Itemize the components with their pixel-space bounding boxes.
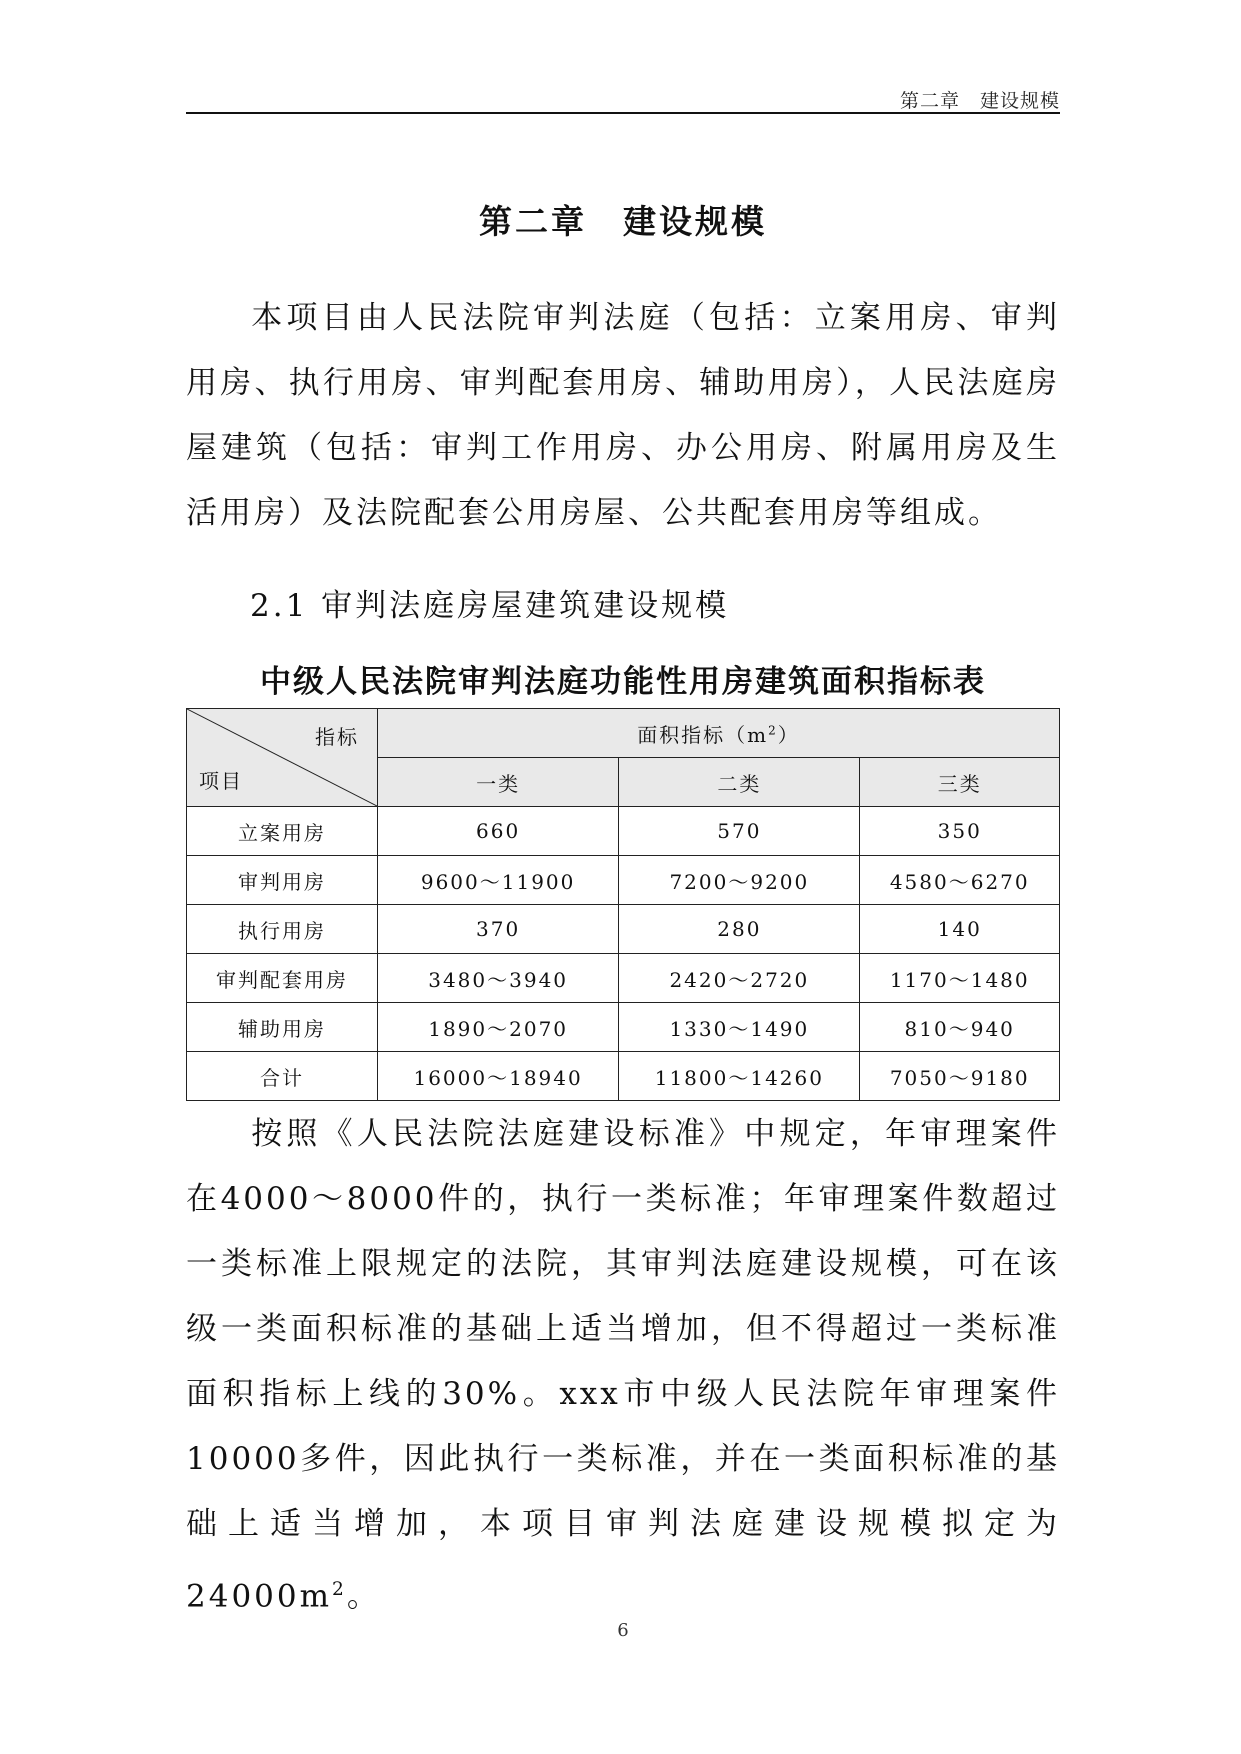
group-header-text: 面积指标（m — [637, 722, 769, 747]
body-paragraph — [186, 1102, 1060, 1629]
row-value: 810～940 — [860, 1003, 1060, 1052]
intro-paragraph — [186, 286, 1060, 546]
column-header: 二类 — [619, 758, 860, 807]
table-row — [187, 1003, 1060, 1052]
corner-label-indicator: 指标 — [315, 725, 359, 749]
section-heading: 2.1 审判法庭房屋建筑建设规模 — [250, 588, 730, 624]
corner-label-item: 项目 — [199, 769, 243, 793]
row-value: 280 — [619, 905, 860, 954]
column-header: 一类 — [378, 758, 619, 807]
table-row-total — [187, 1052, 1060, 1101]
row-value: 7200～9200 — [619, 856, 860, 905]
table-row — [187, 807, 1060, 856]
group-header-close: ） — [777, 722, 800, 747]
table-corner-cell — [187, 709, 378, 807]
row-item: 审判配套用房 — [187, 954, 378, 1003]
table-header-row — [187, 709, 1060, 758]
chapter-title: 第二章 建设规模 — [479, 202, 767, 241]
table-row — [187, 954, 1060, 1003]
row-value: 2420～2720 — [619, 954, 860, 1003]
body-paragraph-text: 按照《人民法院法庭建设标准》中规定，年审理案件在4000～8000件的，执行一类标准；年审理案件数超过一类标准上限规定的法院，其审判法庭建设规模，可在该级一类面积标准的基础上适当增加，但不得超过一类标准面积指标上线的30%。xxx市中级人民法院年审理案件10000多件，因此执行一类标准，并在一类面积标准的基础上适当增加，本项目审判法庭建设规模拟定为24000m — [186, 1116, 1060, 1615]
row-value: 1170～1480 — [860, 954, 1060, 1003]
row-value: 11800～14260 — [619, 1052, 860, 1101]
row-value: 370 — [378, 905, 619, 954]
running-header: 第二章 建设规模 — [899, 90, 1060, 112]
row-item: 执行用房 — [187, 905, 378, 954]
row-item: 审判用房 — [187, 856, 378, 905]
row-value: 9600～11900 — [378, 856, 619, 905]
group-header-cell — [378, 709, 1060, 758]
row-item: 合计 — [187, 1052, 378, 1101]
body-paragraph-sup: 2 — [332, 1579, 347, 1600]
intro-paragraph-text: 本项目由人民法院审判法庭（包括：立案用房、审判用房、执行用房、审判配套用房、辅助用房），人民法庭房屋建筑（包括：审判工作用房、办公用房、附属用房及生活用房）及法院配套公用房屋、公共配套用房等组成。 — [186, 300, 1060, 531]
column-header: 三类 — [860, 758, 1060, 807]
body-paragraph-end: 。 — [346, 1578, 381, 1615]
header-rule — [186, 112, 1060, 114]
row-value: 16000～18940 — [378, 1052, 619, 1101]
row-value: 570 — [619, 807, 860, 856]
row-value: 1330～1490 — [619, 1003, 860, 1052]
row-value: 1890～2070 — [378, 1003, 619, 1052]
table-title: 中级人民法院审判法庭功能性用房建筑面积指标表 — [260, 664, 986, 700]
row-value: 350 — [860, 807, 1060, 856]
table-row — [187, 905, 1060, 954]
row-value: 4580～6270 — [860, 856, 1060, 905]
page-number: 6 — [617, 1620, 629, 1641]
table-row — [187, 856, 1060, 905]
row-value: 140 — [860, 905, 1060, 954]
row-item: 辅助用房 — [187, 1003, 378, 1052]
area-index-table — [186, 708, 1060, 1101]
row-value: 3480～3940 — [378, 954, 619, 1003]
row-value: 660 — [378, 807, 619, 856]
row-item: 立案用房 — [187, 807, 378, 856]
row-value: 7050～9180 — [860, 1052, 1060, 1101]
group-header-sup: 2 — [768, 722, 778, 737]
